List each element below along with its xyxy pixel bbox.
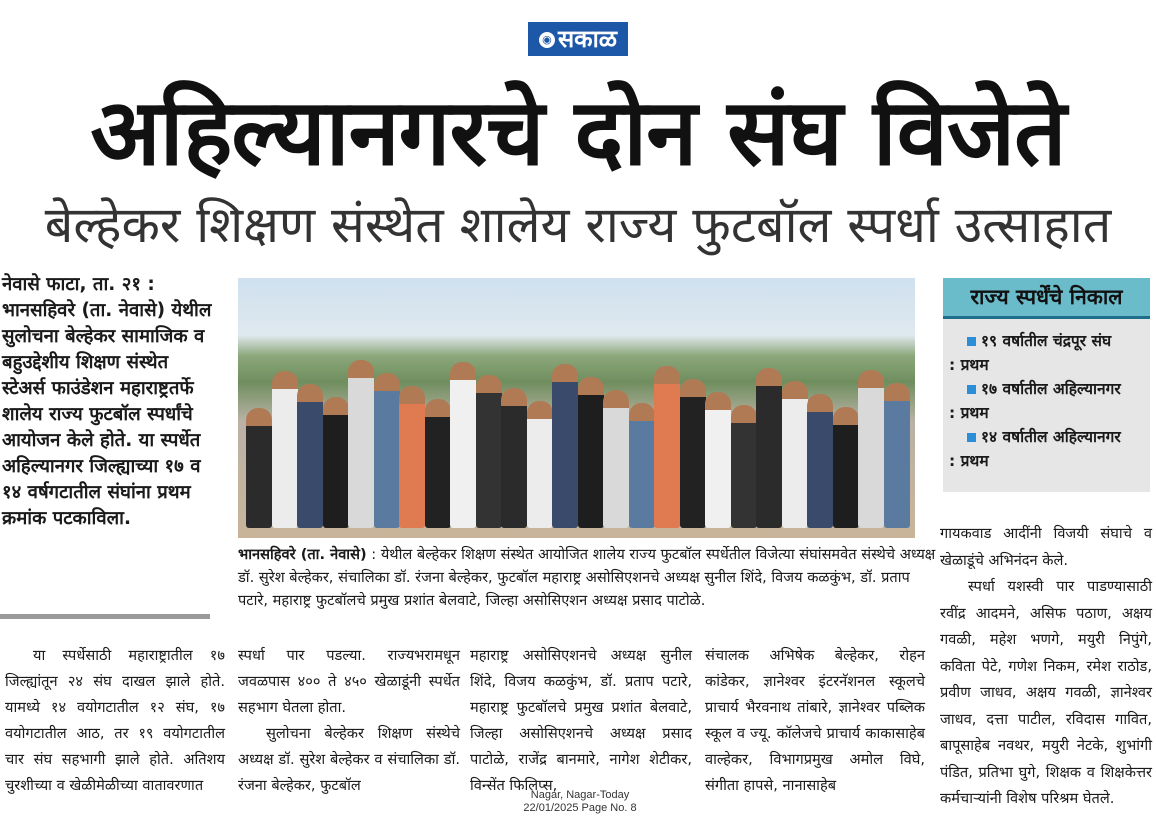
lede-paragraph: नेवासे फाटा, ता. २१ : भानसहिवरे (ता. नेवासे) येथील सुलोचना बेल्हेकर सामाजिक व बहुउद्देशीय शिक्षण संस्थेत स्टेअर्स फाउंडेशन महाराष्ट्रतर्फे शालेय राज्य फुटबॉल स्पर्धांचे आयोजन केले होते. या स्पर्धेत अहिल्यानगर जिल्ह्याच्या १७ व १४ वर्षगटातील संघांना प्रथम क्रमांक पटकाविला. [2, 274, 212, 529]
photo-person [374, 373, 400, 528]
result-item [949, 329, 1144, 377]
results-list [943, 329, 1150, 473]
result-item [949, 425, 1144, 473]
result-value: : प्रथम [949, 404, 989, 422]
paragraph: या स्पर्धेसाठी महाराष्ट्रातील १७ जिल्ह्यांतून २४ संघ दाखल झाले होते. यामध्ये १४ वयोगटातील १२ संघ, १७ वयोगटातील आठ, तर १९ वयोगटातील चार संघ सहभागी झाले होते. अतिशय चुरशीच्या व खेळीमेळीच्या वातावरणात [5, 647, 225, 794]
photo-person [680, 379, 706, 528]
photo-person [756, 368, 782, 528]
photo-person [425, 399, 451, 528]
group-photo [238, 278, 915, 538]
photo-person [399, 386, 425, 528]
photo-person [450, 362, 476, 528]
photo-person [884, 383, 910, 528]
result-value: : प्रथम [949, 452, 989, 470]
bullet-square-icon [967, 385, 976, 394]
page-footer [480, 789, 680, 815]
photo-caption [238, 543, 938, 612]
result-item [949, 377, 1144, 425]
photo-person [476, 375, 502, 528]
body-column-5 [940, 521, 1152, 813]
photo-person [348, 360, 374, 528]
photo-person [654, 366, 680, 528]
photo-person [807, 394, 833, 528]
photo-person [323, 397, 349, 528]
paragraph: सुलोचना बेल्हेकर शिक्षण संस्थेचे अध्यक्ष डॉ. सुरेश बेल्हेकर व संचालिका डॉ. रंजना बेल्हेकर, फुटबॉल [238, 725, 460, 794]
result-line: १४ वर्षातील अहिल्यानगर [981, 428, 1121, 446]
body-column-3 [470, 643, 692, 799]
photo-person [603, 390, 629, 528]
subheadline: बेल्हेकर शिक्षण संस्थेत शालेय राज्य फुटबॉल स्पर्धा उत्साहात [44, 196, 1112, 254]
paragraph: संचालक अभिषेक बेल्हेकर, रोहन कांडेकर, ज्ञानेश्वर इंटरनॅशनल स्कूलचे प्राचार्य भैरवनाथ तांबारे, ज्ञानेश्वर पब्लिक स्कूल व ज्यू. कॉलेजचे प्राचार्य काकासाहेब वाल्हेकर, विभागप्रमुख अमोल विघे, संगीता हापसे, नानासाहेब [705, 647, 925, 794]
edition-label: Nagar, Nagar-Today [530, 789, 630, 801]
photo-person [629, 403, 655, 528]
results-box-title: राज्य स्पर्धेंचे निकाल [943, 278, 1150, 319]
caption-text: : येथील बेल्हेकर शिक्षण संस्थेत आयोजित शालेय राज्य फुटबॉल स्पर्धेतील विजेत्या संघांसमवेत संस्थेचे अध्यक्ष डॉ. सुरेश बेल्हेकर, संचालिका डॉ. रंजना बेल्हेकर, फुटबॉल महाराष्ट्र असोसिएशनचे अध्यक्ष सुनील शिंदे, विजय कळकुंभ, डॉ. प्रताप पटारे, महाराष्ट्र फुटबॉलचे प्रमुख प्रशांत बेलवाटे, जिल्हा असोसिएशन अध्यक्ष प्रसाद पाटोळे. [238, 546, 936, 609]
divider [0, 614, 210, 619]
photo-person [731, 405, 757, 528]
photo-person [858, 370, 884, 528]
logo-emblem-icon: ◉ [539, 32, 555, 48]
date-page-label: 22/01/2025 Page No. 8 [523, 802, 637, 814]
paragraph: महाराष्ट्र असोसिएशनचे अध्यक्ष सुनील शिंदे, विजय कळकुंभ, डॉ. प्रताप पटारे, महाराष्ट्र फुटबॉलचे प्रमुख प्रशांत बेलवाटे, जिल्हा असोसिएशनचे अध्यक्ष प्रसाद पाटोळे, राजेंद्र बानमारे, नागेश शेटीकर, विन्सेंत फिलिप्स, [470, 647, 692, 794]
body-column-1 [5, 643, 225, 799]
headline: अहिल्यानगरचे दोन संघ विजेते [90, 79, 1066, 186]
photo-person [272, 371, 298, 528]
paragraph: स्पर्धा पार पडल्या. राज्यभरामधून जवळपास ४०० ते ४५० खेळाडूंनी स्पर्धेत सहभाग घेतला होता. [238, 647, 460, 716]
body-column-2 [238, 643, 460, 799]
photo-person [527, 401, 553, 528]
photo-person [501, 388, 527, 528]
photo-person [297, 384, 323, 528]
paragraph: गायकवाड आदींनी विजयी संघाचे व खेळाडूंचे अभिनंदन केले. [940, 525, 1152, 569]
photo-person [246, 408, 272, 528]
result-line: १७ वर्षातील अहिल्यानगर [981, 380, 1121, 398]
logo-text: सकाळ [557, 25, 618, 53]
bullet-square-icon [967, 337, 976, 346]
photo-person [552, 364, 578, 528]
bullet-square-icon [967, 433, 976, 442]
caption-place: भानसहिवरे (ता. नेवासे) [238, 546, 367, 563]
result-value: : प्रथम [949, 356, 989, 374]
paragraph: स्पर्धा यशस्वी पार पाडण्यासाठी रवींद्र आदमने, असिफ पठाण, अक्षय गवळी, महेश भणगे, मयुरी निपुंगे, कविता पेटे, गणेश निकम, रमेश राठोड, प्रवीण जाधव, अक्षय गवळी, ज्ञानेश्वर जाधव, दत्ता पाटील, रविदास गावित, बापूसाहेब नवथर, मयुरी नेटके, शुभांगी पंडित, प्रतिभा घुगे, शिक्षक व शिक्षकेत्तर कर्मचाऱ्यांनी विशेष परिश्रम घेतले. [940, 578, 1152, 807]
photo-person [782, 381, 808, 528]
result-line: १९ वर्षातील चंद्रपूर संघ [981, 332, 1112, 350]
photo-person [833, 407, 859, 528]
results-box [943, 278, 1150, 492]
photo-person [705, 392, 731, 528]
body-column-4 [705, 643, 925, 799]
photo-person [578, 377, 604, 528]
newspaper-logo [528, 22, 628, 56]
